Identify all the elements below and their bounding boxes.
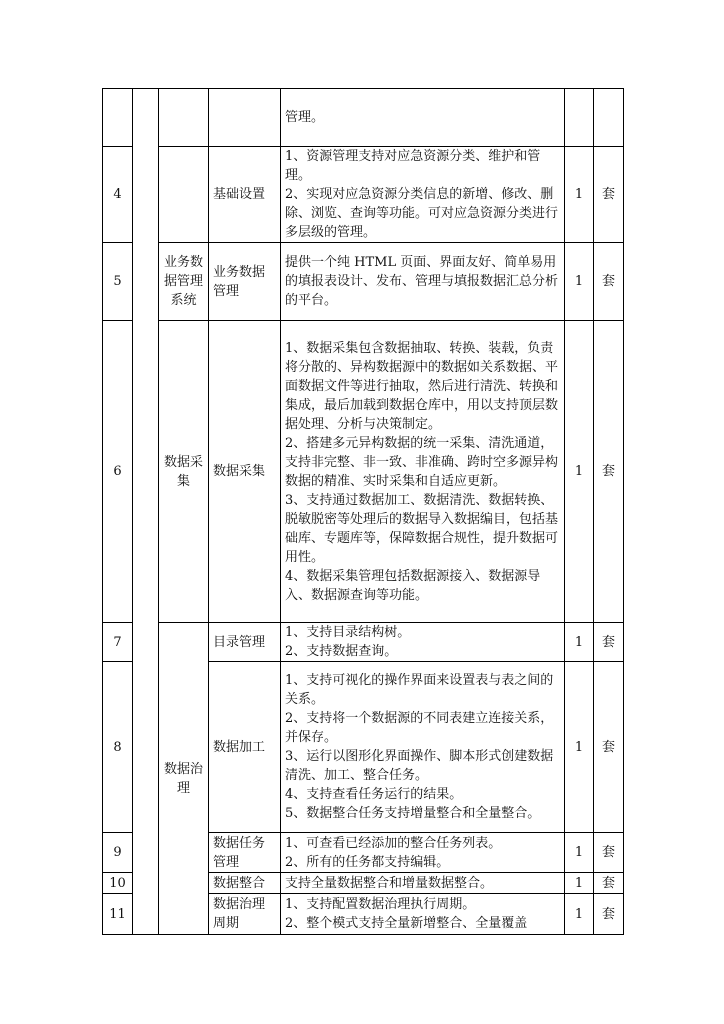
desc-cell xyxy=(281,147,565,243)
desc-cell xyxy=(281,321,565,623)
desc-line: 提供一个纯 HTML 页面、界面友好、简单易用的填报表设计、发布、管理与填报数据汇总分析的平台。 xyxy=(285,255,559,308)
desc-line: 2、支持数据查询。 xyxy=(285,644,398,659)
module-cell: 目录管理 xyxy=(209,623,281,662)
no-cell: 10 xyxy=(103,873,133,894)
desc-line: 2、搭建多元异构数据的统一采集、清洗通道，支持非完整、非一致、非准确、跨时空多源异构数据的精准、实时采集和自适应更新。 xyxy=(285,435,559,489)
no-cell: 7 xyxy=(103,623,133,662)
desc-line: 2、所有的任务都支持编辑。 xyxy=(285,854,450,870)
unit-cell: 套 xyxy=(594,623,624,662)
unit-cell: 套 xyxy=(594,243,624,321)
desc-line: 3、支持通过数据加工、数据清洗、数据转换、脱敏脱密等处理后的数据导入数据编目，包括基础库、专题库等，保障数据合规性，提升数据可用性。 xyxy=(285,492,559,565)
qty-cell: 1 xyxy=(565,243,594,321)
desc-line: 1、支持目录结构树。 xyxy=(285,625,411,640)
unit-cell: 套 xyxy=(594,873,624,894)
desc-line: 4、数据采集管理包括数据源接入、数据源导入、数据源查询等功能。 xyxy=(285,568,541,603)
desc-cell xyxy=(281,89,565,147)
desc-line: 1、数据采集包含数据抽取、转换、装载，负责将分散的、异构数据源中的数据如关系数据、平面数据文件等进行抽取，然后进行清洗、转换和集成，最后加载到数据仓库中，用以支持顶层数据处理、分析与决策制定。 xyxy=(285,340,559,432)
table-row xyxy=(103,623,624,662)
qty-cell: 1 xyxy=(565,321,594,623)
qty-cell: 1 xyxy=(565,662,594,833)
subsystem-cell xyxy=(159,147,209,243)
outer-category-cell xyxy=(133,89,159,935)
desc-line: 2、整个模式支持全量新增整合、全量覆盖 xyxy=(285,916,528,931)
qty-cell xyxy=(565,89,594,147)
subsystem-cell: 数据治理 xyxy=(159,623,209,935)
module-cell: 数据治理周期 xyxy=(209,894,281,935)
subsystem-cell: 数据采集 xyxy=(159,321,209,623)
no-cell: 4 xyxy=(103,147,133,243)
desc-line: 1、资源管理支持对应急资源分类、维护和管理。 xyxy=(285,149,541,183)
unit-cell: 套 xyxy=(594,833,624,873)
desc-cell xyxy=(281,243,565,321)
no-cell: 9 xyxy=(103,833,133,873)
desc-cell xyxy=(281,623,565,662)
desc-line: 2、支持将一个数据源的不同表建立连接关系，并保存。 xyxy=(285,711,554,745)
desc-line: 1、支持配置数据治理执行周期。 xyxy=(285,897,476,912)
qty-cell: 1 xyxy=(565,873,594,894)
qty-cell: 1 xyxy=(565,833,594,873)
table-row xyxy=(103,89,624,147)
desc-cell xyxy=(281,833,565,873)
unit-cell: 套 xyxy=(594,894,624,935)
desc-line: 1、支持可视化的操作界面来设置表与表之间的关系。 xyxy=(285,673,554,707)
no-cell: 8 xyxy=(103,662,133,833)
spec-table xyxy=(102,88,624,935)
desc-cell xyxy=(281,662,565,833)
no-cell xyxy=(103,89,133,147)
desc-line: 管理。 xyxy=(285,110,325,125)
unit-cell: 套 xyxy=(594,321,624,623)
no-cell: 6 xyxy=(103,321,133,623)
subsystem-cell xyxy=(159,89,209,147)
module-cell: 业务数据管理 xyxy=(209,243,281,321)
table-row xyxy=(103,243,624,321)
module-cell: 数据任务管理 xyxy=(209,833,281,873)
desc-line: 4、支持查看任务运行的结果。 xyxy=(285,787,463,802)
no-cell: 11 xyxy=(103,894,133,935)
unit-cell: 套 xyxy=(594,147,624,243)
module-cell: 数据整合 xyxy=(209,873,281,894)
no-cell: 5 xyxy=(103,243,133,321)
module-cell: 基础设置 xyxy=(209,147,281,243)
desc-line: 支持全量数据整合和增量数据整合。 xyxy=(285,875,494,891)
unit-cell xyxy=(594,89,624,147)
unit-cell: 套 xyxy=(594,662,624,833)
module-cell: 数据加工 xyxy=(209,662,281,833)
module-cell xyxy=(209,89,281,147)
qty-cell: 1 xyxy=(565,894,594,935)
table-row xyxy=(103,147,624,243)
table-row xyxy=(103,321,624,623)
desc-line: 2、实现对应急资源分类信息的新增、修改、删除、浏览、查询等功能。可对应急资源分类进行多层级的管理。 xyxy=(285,187,559,240)
desc-cell xyxy=(281,873,565,894)
desc-line: 1、可查看已经添加的整合任务列表。 xyxy=(285,835,502,851)
qty-cell: 1 xyxy=(565,147,594,243)
subsystem-cell: 业务数据管理系统 xyxy=(159,243,209,321)
desc-cell xyxy=(281,894,565,935)
desc-line: 3、运行以图形化界面操作、脚本形式创建数据清洗、加工、整合任务。 xyxy=(285,749,554,783)
module-cell: 数据采集 xyxy=(209,321,281,623)
qty-cell: 1 xyxy=(565,623,594,662)
desc-line: 5、数据整合任务支持增量整合和全量整合。 xyxy=(285,806,541,821)
